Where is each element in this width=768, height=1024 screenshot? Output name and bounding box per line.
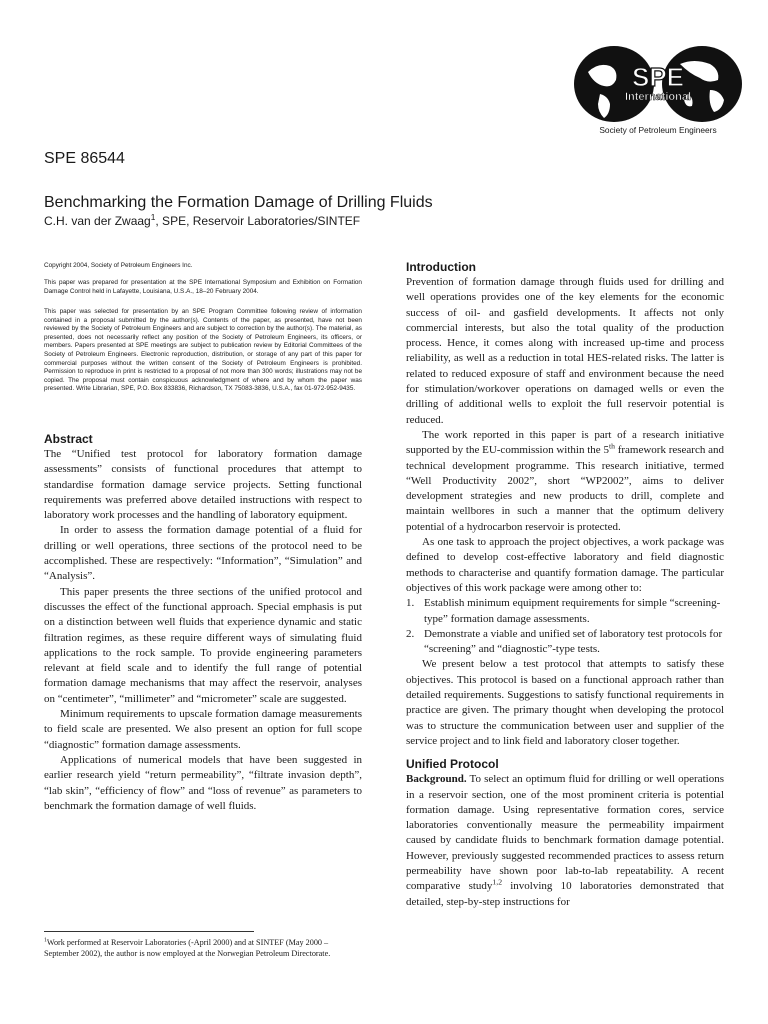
introduction-heading: Introduction	[406, 260, 476, 274]
logo-caption: Society of Petroleum Engineers	[599, 125, 717, 135]
logo-international-text: International	[624, 91, 692, 103]
citation-mark: 1,2	[492, 877, 503, 887]
background-lead: Background.	[406, 773, 467, 786]
objective-item	[406, 627, 724, 658]
author-name: C.H. van der Zwaag	[44, 214, 151, 228]
footnote-mark: 1	[44, 937, 47, 944]
copyright-notice: Copyright 2004, Society of Petroleum Engineers Inc.	[44, 262, 193, 269]
objective-text: Demonstrate a viable and unified set of laboratory test protocols for “screening” and “diagnostic”-type tests.	[424, 627, 723, 656]
abstract-paragraph: Minimum requirements to upscale formation damage measurements to field scale are presented. We also present an option for full scope “diagnostic” formation damage assessments.	[44, 708, 362, 751]
introduction-text: The work reported in this paper is part of a research initiative supported by the EU-commission within the 5	[406, 428, 724, 457]
introduction-paragraph	[406, 428, 724, 535]
objective-item	[406, 596, 724, 627]
abstract-paragraph: In order to assess the formation damage potential of a fluid for drilling or well operations, three sections of the protocol need to be accomplished. These are respectively: “Information”, “Simulation” and “Analysis”.	[44, 524, 362, 583]
logo-spe-text: SPE	[631, 62, 685, 92]
selection-notice: This paper was selected for presentation by an SPE Program Committee following review of information contained in a proposal submitted by the author(s). Contents of the paper, as presented, have not been reviewed by the Society of Petroleum Engineers and are subject to correction by the author(s). The material, as presented, does not necessarily reflect any position of the Society of Petroleum Engineers, its officers, or members. Papers presented at SPE meetings are subject to publication review by Editorial Committees of the Society of Petroleum Engineers. Electronic reproduction, distribution, or storage of any part of this paper for commercial purposes without the written consent of the Society of Petroleum Engineers is prohibited. Permission to reproduce in print is restricted to a proposal of not more than 300 words; illustrations may not be copied. The proposal must contain conspicuous acknowledgment of where and by whom the paper was presented. Write Librarian, SPE, P.O. Box 833836, Richardson, TX 75083-3836, U.S.A., fax 01-972-952-9435.	[44, 308, 362, 393]
unified-protocol-text: involving 10 laboratories demonstrated that detailed, step-by-step instructions for	[406, 880, 724, 908]
author-affiliation: , SPE, Reservoir Laboratories/SINTEF	[155, 214, 361, 228]
objective-number: 2.	[406, 627, 415, 640]
introduction-paragraph: As one task to approach the project objectives, a work package was defined to develop cost-effective laboratory and field diagnostic methods to characterise and quantify formation damage. The particular objectives of this work package were among other to:	[406, 536, 724, 594]
author-footnote-mark: 1	[150, 212, 156, 222]
right-column-body	[406, 275, 724, 910]
objective-text: Establish minimum equipment requirements for simple “screening-type” formation damage assessments.	[424, 597, 721, 625]
footnote-text: Work performed at Reservoir Laboratories (-April 2000) and at SINTEF (May 2000 – September 2002), the author is now employed at the Norwegian Petroleum Directorate.	[44, 938, 331, 958]
unified-protocol-text: To select an optimum fluid for drilling or well operations in a reservoir section, one of the most prominent criteria is potential formation damage. Using representative formation cores, service laboratories conventionally measure the permeability impairment caused by candidate fluids to benchmark formation damage potential. However, previously suggested recommended practices to assess return permeability have shown poor lab-to-lab repeatability. A recent comparative study	[406, 773, 724, 893]
abstract-paragraph: The “Unified test protocol for laboratory formation damage assessments” consists of functional procedures that attempt to standardise formation damage service projects. Setting functional requirements was preferred above detailed instructions with respect to laboratory work processes and the handling of laboratory equipment.	[44, 448, 362, 522]
footnote	[44, 937, 362, 959]
unified-protocol-paragraph	[406, 772, 724, 910]
abstract-paragraph: Applications of numerical models that have been suggested in earlier research yield “return permeability”, “filtrate invasion depth”, “lab skin”, “efficiency of flow” and “loss of revenue” as parameters to benchmark the formation damage of well fluids.	[44, 753, 362, 812]
footnote-divider	[44, 931, 254, 932]
abstract-heading: Abstract	[44, 432, 93, 446]
author-line	[44, 214, 360, 228]
presentation-notice: This paper was prepared for presentation at the SPE International Symposium and Exhibition on Formation Damage Control held in Lafayette, Louisiana, U.S.A., 18–20 February 2004.	[44, 279, 362, 295]
abstract-paragraph: This paper presents the three sections of the unified protocol and discusses the effect of the functional approach. Special emphasis is put on a distinction between well fluids that experience dynamic and static filtration regimes, as these require different ways of simulating fluid applications to the rock sample. To provide engineering parameters relevant at field scale and to identify the full range of potential formation damage mechanisms that may affect the reservoir, analyses on “centimeter”, “millimeter” and “micrometer” scale are suggested.	[44, 585, 362, 705]
objectives-list	[406, 596, 724, 657]
paper-title: Benchmarking the Formation Damage of Drilling Fluids	[44, 194, 433, 211]
abstract-body	[44, 447, 362, 814]
introduction-text: framework research and technical development programme. This research initiative, termed “Well Productivity 2002”, short “WP2002”, aims to deliver development strategies and new products to drill, complete and maintain wellbores in such a manner that the optimum delivery potential of a hydrocarbon reservoir is protected.	[406, 444, 724, 533]
paper-number: SPE 86544	[44, 150, 125, 167]
superscript: th	[608, 441, 615, 451]
unified-protocol-heading: Unified Protocol	[406, 757, 499, 772]
introduction-paragraph: Prevention of formation damage through fluids used for drilling and well operations provides one of the key elements for the economic success of oil- and gasfield developments. It affects not only commercial interests, but also the total quality of the production process. Hence, it comes along with increased up-time and process reliability, as well as a reduction in total HES-related risks. The latter is related to reduced exposure of staff and environment because the need for stimulation/workover operations on damaged wells or even the drilling of additional wells to exploit the full reservoir potential is reduced.	[406, 276, 724, 426]
introduction-paragraph: We present below a test protocol that attempts to satisfy these objectives. This protocol is based on a functional approach rather than detailed requirements. Suggestions to satisfy functional requirements in practice are given. The primary thought when developing the protocol was to structure the communication between user and supplier of the service project and to link field and laboratory closer together.	[406, 658, 724, 747]
objective-number: 1.	[406, 597, 415, 610]
